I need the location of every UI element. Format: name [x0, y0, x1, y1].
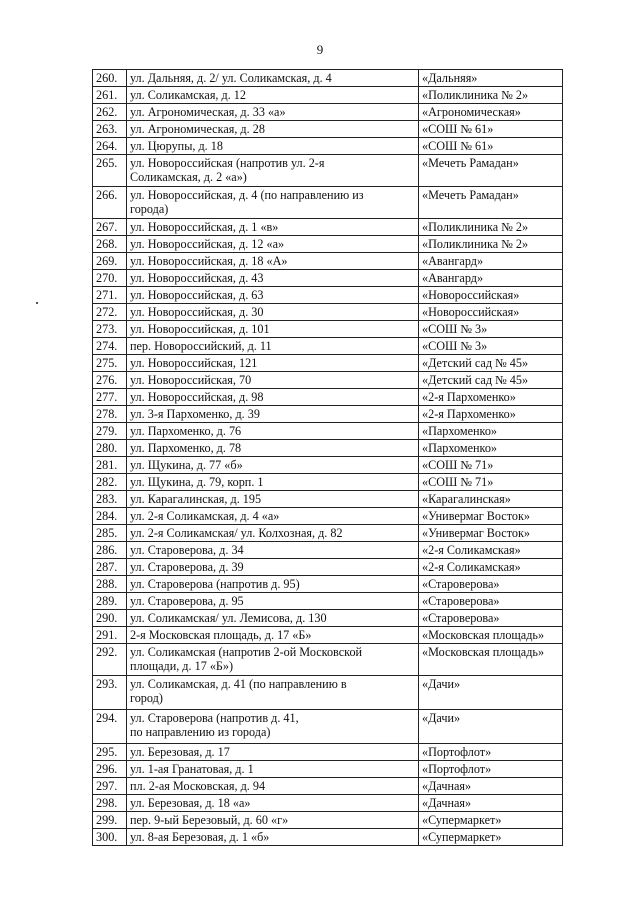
table-row — [93, 253, 563, 270]
stop-address: ул. Новороссийская, д. 1 «в» — [127, 219, 419, 236]
stop-address: ул. 2-я Соликамская/ ул. Колхозная, д. 82 — [127, 525, 419, 542]
row-number: 286. — [93, 542, 127, 559]
row-number: 260. — [93, 70, 127, 87]
table-row — [93, 676, 563, 710]
table-row — [93, 644, 563, 676]
row-number: 274. — [93, 338, 127, 355]
row-number: 287. — [93, 559, 127, 576]
stop-name: «Авангард» — [419, 253, 563, 270]
stop-address: ул. Березовая, д. 18 «а» — [127, 795, 419, 812]
stop-name: «Детский сад № 45» — [419, 355, 563, 372]
table-row — [93, 576, 563, 593]
row-number: 265. — [93, 155, 127, 187]
stop-name: «Московская площадь» — [419, 644, 563, 676]
table-row — [93, 304, 563, 321]
stop-address: пл. 2-ая Московская, д. 94 — [127, 778, 419, 795]
row-number: 284. — [93, 508, 127, 525]
table-row — [93, 491, 563, 508]
stop-name: «СОШ № 3» — [419, 321, 563, 338]
row-number: 277. — [93, 389, 127, 406]
stop-name: «2-я Соликамская» — [419, 559, 563, 576]
row-number: 272. — [93, 304, 127, 321]
stop-name: «Портофлот» — [419, 761, 563, 778]
stop-name: «Портофлот» — [419, 744, 563, 761]
stop-address: ул. Агрономическая, д. 28 — [127, 121, 419, 138]
stop-address: ул. Новороссийская, д. 30 — [127, 304, 419, 321]
table-row — [93, 542, 563, 559]
table-row — [93, 778, 563, 795]
table-row — [93, 187, 563, 219]
stop-name: «Пархоменко» — [419, 423, 563, 440]
stop-address: ул. 2-я Соликамская, д. 4 «а» — [127, 508, 419, 525]
row-number: 278. — [93, 406, 127, 423]
stop-name: «2-я Пархоменко» — [419, 406, 563, 423]
row-number: 262. — [93, 104, 127, 121]
stop-name: «Поликлиника № 2» — [419, 236, 563, 253]
table-row — [93, 627, 563, 644]
stop-name: «2-я Соликамская» — [419, 542, 563, 559]
stop-address: ул. Новороссийская, д. 43 — [127, 270, 419, 287]
stop-name: «Дачная» — [419, 778, 563, 795]
stops-table — [92, 69, 563, 846]
stop-address: ул. Соликамская/ ул. Лемисова, д. 130 — [127, 610, 419, 627]
stop-address: ул. Новороссийская, д. 18 «А» — [127, 253, 419, 270]
stop-address: ул. Карагалинская, д. 195 — [127, 491, 419, 508]
row-number: 291. — [93, 627, 127, 644]
stop-address: ул. Пархоменко, д. 76 — [127, 423, 419, 440]
row-number: 261. — [93, 87, 127, 104]
stop-name: «Староверова» — [419, 610, 563, 627]
table-row — [93, 121, 563, 138]
table-row — [93, 423, 563, 440]
table-row — [93, 710, 563, 744]
stop-address: ул. Березовая, д. 17 — [127, 744, 419, 761]
stop-address: ул. Соликамская (напротив 2-ой Московской площади, д. 17 «Б») — [127, 644, 419, 676]
row-number: 295. — [93, 744, 127, 761]
table-row — [93, 287, 563, 304]
table-row — [93, 270, 563, 287]
stop-address: ул. Соликамская, д. 41 (по направлению в город) — [127, 676, 419, 710]
stop-address: пер. Новороссийский, д. 11 — [127, 338, 419, 355]
row-number: 275. — [93, 355, 127, 372]
row-number: 266. — [93, 187, 127, 219]
stop-name: «Дальняя» — [419, 70, 563, 87]
row-number: 279. — [93, 423, 127, 440]
row-number: 292. — [93, 644, 127, 676]
stop-address: ул. Агрономическая, д. 33 «а» — [127, 104, 419, 121]
table-row — [93, 829, 563, 846]
table-row — [93, 744, 563, 761]
stop-address: ул. Новороссийская, д. 4 (по направлению из города) — [127, 187, 419, 219]
table-row — [93, 610, 563, 627]
table-row — [93, 219, 563, 236]
stop-address: 2-я Московская площадь, д. 17 «Б» — [127, 627, 419, 644]
row-number: 263. — [93, 121, 127, 138]
stop-address: ул. Цюрупы, д. 18 — [127, 138, 419, 155]
stop-address: ул. 1-ая Гранатовая, д. 1 — [127, 761, 419, 778]
row-number: 294. — [93, 710, 127, 744]
stop-name: «Супермаркет» — [419, 829, 563, 846]
table-row — [93, 70, 563, 87]
stop-name: «СОШ № 3» — [419, 338, 563, 355]
row-number: 285. — [93, 525, 127, 542]
table-row — [93, 321, 563, 338]
table-row — [93, 355, 563, 372]
stop-name: «Новороссийская» — [419, 287, 563, 304]
stop-address: ул. Щукина, д. 79, корп. 1 — [127, 474, 419, 491]
row-number: 281. — [93, 457, 127, 474]
stop-name: «Мечеть Рамадан» — [419, 187, 563, 219]
stop-address: ул. Новороссийская, 70 — [127, 372, 419, 389]
table-row — [93, 525, 563, 542]
stop-address: ул. Староверова, д. 34 — [127, 542, 419, 559]
stop-name: «Пархоменко» — [419, 440, 563, 457]
stop-name: «Агрономическая» — [419, 104, 563, 121]
table-row — [93, 389, 563, 406]
stop-name: «Дачи» — [419, 676, 563, 710]
stop-address: ул. Новороссийская, д. 12 «а» — [127, 236, 419, 253]
scan-speck — [36, 302, 38, 304]
stop-name: «Староверова» — [419, 576, 563, 593]
stop-address: ул. Щукина, д. 77 «б» — [127, 457, 419, 474]
stop-name: «Карагалинская» — [419, 491, 563, 508]
table-row — [93, 87, 563, 104]
page-number: 9 — [316, 42, 324, 57]
stop-address: ул. Староверова (напротив д. 41, по направлению из города) — [127, 710, 419, 744]
table-row — [93, 508, 563, 525]
stop-address: ул. Новороссийская, д. 98 — [127, 389, 419, 406]
stop-name: «Поликлиника № 2» — [419, 219, 563, 236]
row-number: 296. — [93, 761, 127, 778]
stop-name: «Супермаркет» — [419, 812, 563, 829]
stop-name: «Детский сад № 45» — [419, 372, 563, 389]
stop-address: ул. Староверова, д. 39 — [127, 559, 419, 576]
row-number: 300. — [93, 829, 127, 846]
stop-name: «Староверова» — [419, 593, 563, 610]
stop-address: ул. Новороссийская, д. 101 — [127, 321, 419, 338]
table-row — [93, 155, 563, 187]
stop-name: «Универмаг Восток» — [419, 525, 563, 542]
table-row — [93, 761, 563, 778]
row-number: 273. — [93, 321, 127, 338]
row-number: 299. — [93, 812, 127, 829]
stop-address: ул. Новороссийская (напротив ул. 2-я Соликамская, д. 2 «а») — [127, 155, 419, 187]
stop-address: ул. Пархоменко, д. 78 — [127, 440, 419, 457]
stop-name: «СОШ № 71» — [419, 474, 563, 491]
row-number: 290. — [93, 610, 127, 627]
row-number: 276. — [93, 372, 127, 389]
stop-name: «Московская площадь» — [419, 627, 563, 644]
table-row — [93, 138, 563, 155]
table-row — [93, 593, 563, 610]
stop-address: ул. Соликамская, д. 12 — [127, 87, 419, 104]
stop-name: «СОШ № 71» — [419, 457, 563, 474]
row-number: 293. — [93, 676, 127, 710]
table-row — [93, 474, 563, 491]
row-number: 271. — [93, 287, 127, 304]
table-row — [93, 236, 563, 253]
row-number: 289. — [93, 593, 127, 610]
stop-name: «СОШ № 61» — [419, 138, 563, 155]
row-number: 268. — [93, 236, 127, 253]
stop-address: ул. Староверова (напротив д. 95) — [127, 576, 419, 593]
row-number: 280. — [93, 440, 127, 457]
stop-name: «Новороссийская» — [419, 304, 563, 321]
row-number: 267. — [93, 219, 127, 236]
stop-name: «Авангард» — [419, 270, 563, 287]
row-number: 269. — [93, 253, 127, 270]
row-number: 283. — [93, 491, 127, 508]
table-row — [93, 559, 563, 576]
table-row — [93, 812, 563, 829]
table-row — [93, 457, 563, 474]
table-row — [93, 338, 563, 355]
row-number: 270. — [93, 270, 127, 287]
table-row — [93, 795, 563, 812]
stop-name: «Дачная» — [419, 795, 563, 812]
stop-address: ул. 8-ая Березовая, д. 1 «б» — [127, 829, 419, 846]
stop-address: ул. Староверова, д. 95 — [127, 593, 419, 610]
stop-address: ул. Новороссийская, д. 63 — [127, 287, 419, 304]
row-number: 288. — [93, 576, 127, 593]
stop-name: «Дачи» — [419, 710, 563, 744]
stop-name: «СОШ № 61» — [419, 121, 563, 138]
stop-address: ул. Новороссийская, 121 — [127, 355, 419, 372]
row-number: 297. — [93, 778, 127, 795]
stop-address: пер. 9-ый Березовый, д. 60 «г» — [127, 812, 419, 829]
stops-table-body — [93, 70, 563, 846]
row-number: 264. — [93, 138, 127, 155]
row-number: 298. — [93, 795, 127, 812]
stop-name: «2-я Пархоменко» — [419, 389, 563, 406]
stop-address: ул. 3-я Пархоменко, д. 39 — [127, 406, 419, 423]
table-row — [93, 104, 563, 121]
stop-name: «Поликлиника № 2» — [419, 87, 563, 104]
stop-address: ул. Дальняя, д. 2/ ул. Соликамская, д. 4 — [127, 70, 419, 87]
table-row — [93, 440, 563, 457]
row-number: 282. — [93, 474, 127, 491]
stop-name: «Универмаг Восток» — [419, 508, 563, 525]
table-row — [93, 372, 563, 389]
table-row — [93, 406, 563, 423]
stop-name: «Мечеть Рамадан» — [419, 155, 563, 187]
